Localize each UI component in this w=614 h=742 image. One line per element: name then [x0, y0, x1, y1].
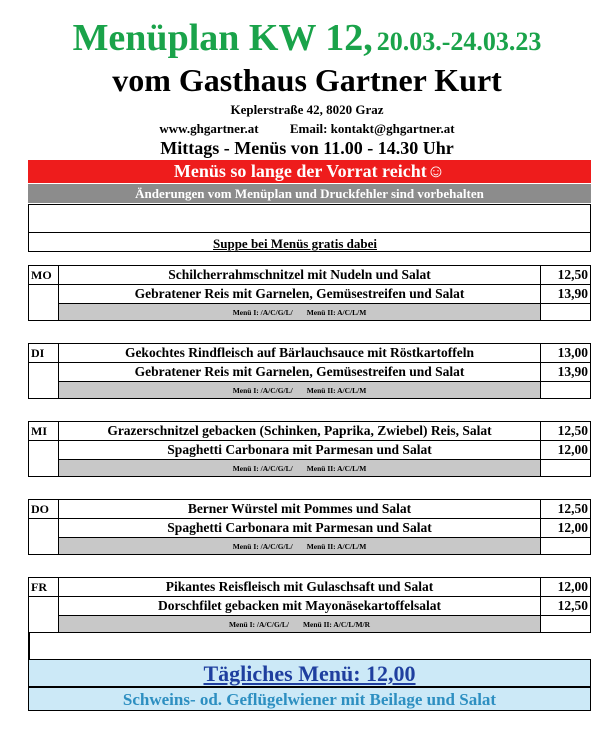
- allergens-menu-2: Menü II: A/C/L/M/R: [302, 620, 371, 629]
- notice-while-stock: Menüs so lange der Vorrat reicht☺: [28, 160, 591, 183]
- allergens-menu-1: Menü I: /A/C/G/L/: [232, 464, 293, 473]
- dish-menu-2: Dorschfilet gebacken mit Mayonäsekartoffelsalat: [58, 596, 541, 616]
- allergens-menu-1: Menü I: /A/C/G/L/: [228, 620, 289, 629]
- day-spacer: [28, 284, 59, 321]
- soup-notice: Suppe bei Menüs gratis dabei: [213, 236, 377, 251]
- price-menu-1: 13,00: [540, 343, 591, 363]
- price-menu-1: 12,50: [540, 265, 591, 285]
- price-menu-2: 12,00: [540, 440, 591, 460]
- dish-menu-2: Gebratener Reis mit Garnelen, Gemüsestreifen und Salat: [58, 284, 541, 304]
- day-spacer: [28, 518, 59, 555]
- title-text: Menüplan KW 12,: [72, 17, 373, 59]
- allergens-menu-2: Menü II: A/C/L/M: [306, 386, 367, 395]
- allergen-info: [58, 381, 541, 399]
- dish-menu-2: Spaghetti Carbonara mit Parmesan und Salat: [58, 518, 541, 538]
- price-spacer: [540, 537, 591, 555]
- daily-menu-title-box: [28, 659, 591, 687]
- allergen-info: [58, 303, 541, 321]
- allergens-menu-1: Menü I: /A/C/G/L/: [232, 386, 293, 395]
- dish-menu-1: Schilcherrahmschnitzel mit Nudeln und Salat: [58, 265, 541, 285]
- price-spacer: [540, 615, 591, 633]
- day-label: DI: [28, 343, 59, 363]
- allergens-menu-2: Menü II: A/C/L/M: [306, 542, 367, 551]
- date-range: 20.03.-24.03.23: [376, 27, 542, 56]
- daily-menu-description: Schweins- od. Geflügelwiener mit Beilage und Salat: [28, 687, 591, 711]
- allergens-menu-1: Menü I: /A/C/G/L/: [232, 542, 293, 551]
- price-menu-2: 12,00: [540, 518, 591, 538]
- price-spacer: [540, 303, 591, 321]
- price-menu-1: 12,50: [540, 499, 591, 519]
- price-spacer: [540, 459, 591, 477]
- menu-title: [0, 16, 614, 60]
- dish-menu-1: Pikantes Reisfleisch mit Gulaschsaft und Salat: [58, 577, 541, 597]
- price-spacer: [540, 381, 591, 399]
- dish-menu-2: Spaghetti Carbonara mit Parmesan und Salat: [58, 440, 541, 460]
- opening-hours: Mittags - Menüs von 11.00 - 14.30 Uhr: [160, 138, 454, 158]
- allergen-info: [58, 459, 541, 477]
- website-link[interactable]: www.ghgartner.at: [159, 121, 259, 136]
- allergen-info: [58, 537, 541, 555]
- contact-line: [0, 121, 614, 137]
- price-menu-2: 13,90: [540, 284, 591, 304]
- dish-menu-1: Gekochtes Rindfleisch auf Bärlauchsauce mit Röstkartoffeln: [58, 343, 541, 363]
- divider-left: [28, 633, 30, 659]
- price-menu-1: 12,00: [540, 577, 591, 597]
- dish-menu-1: Berner Würstel mit Pommes und Salat: [58, 499, 541, 519]
- email-link[interactable]: Email: kontakt@ghgartner.at: [289, 121, 455, 136]
- price-menu-1: 12,50: [540, 421, 591, 441]
- day-spacer: [28, 440, 59, 477]
- day-label: DO: [28, 499, 59, 519]
- allergens-menu-1: Menü I: /A/C/G/L/: [232, 308, 293, 317]
- notice-changes: Änderungen vom Menüplan und Druckfehler sind vorbehalten: [28, 184, 591, 203]
- day-label: FR: [28, 577, 59, 597]
- dish-menu-2: Gebratener Reis mit Garnelen, Gemüsestreifen und Salat: [58, 362, 541, 382]
- allergen-info: [58, 615, 541, 633]
- daily-menu-title: Tägliches Menü: 12,00: [203, 661, 416, 686]
- day-label: MO: [28, 265, 59, 285]
- day-spacer: [28, 596, 59, 633]
- allergens-menu-2: Menü II: A/C/L/M: [306, 308, 367, 317]
- address: Keplerstraße 42, 8020 Graz: [230, 102, 384, 117]
- dish-menu-1: Grazerschnitzel gebacken (Schinken, Paprika, Zwiebel) Reis, Salat: [58, 421, 541, 441]
- day-spacer: [28, 362, 59, 399]
- restaurant-name: vom Gasthaus Gartner Kurt: [112, 62, 502, 98]
- allergens-menu-2: Menü II: A/C/L/M: [306, 464, 367, 473]
- price-menu-2: 12,50: [540, 596, 591, 616]
- price-menu-2: 13,90: [540, 362, 591, 382]
- day-label: MI: [28, 421, 59, 441]
- empty-notice-box: [28, 204, 591, 233]
